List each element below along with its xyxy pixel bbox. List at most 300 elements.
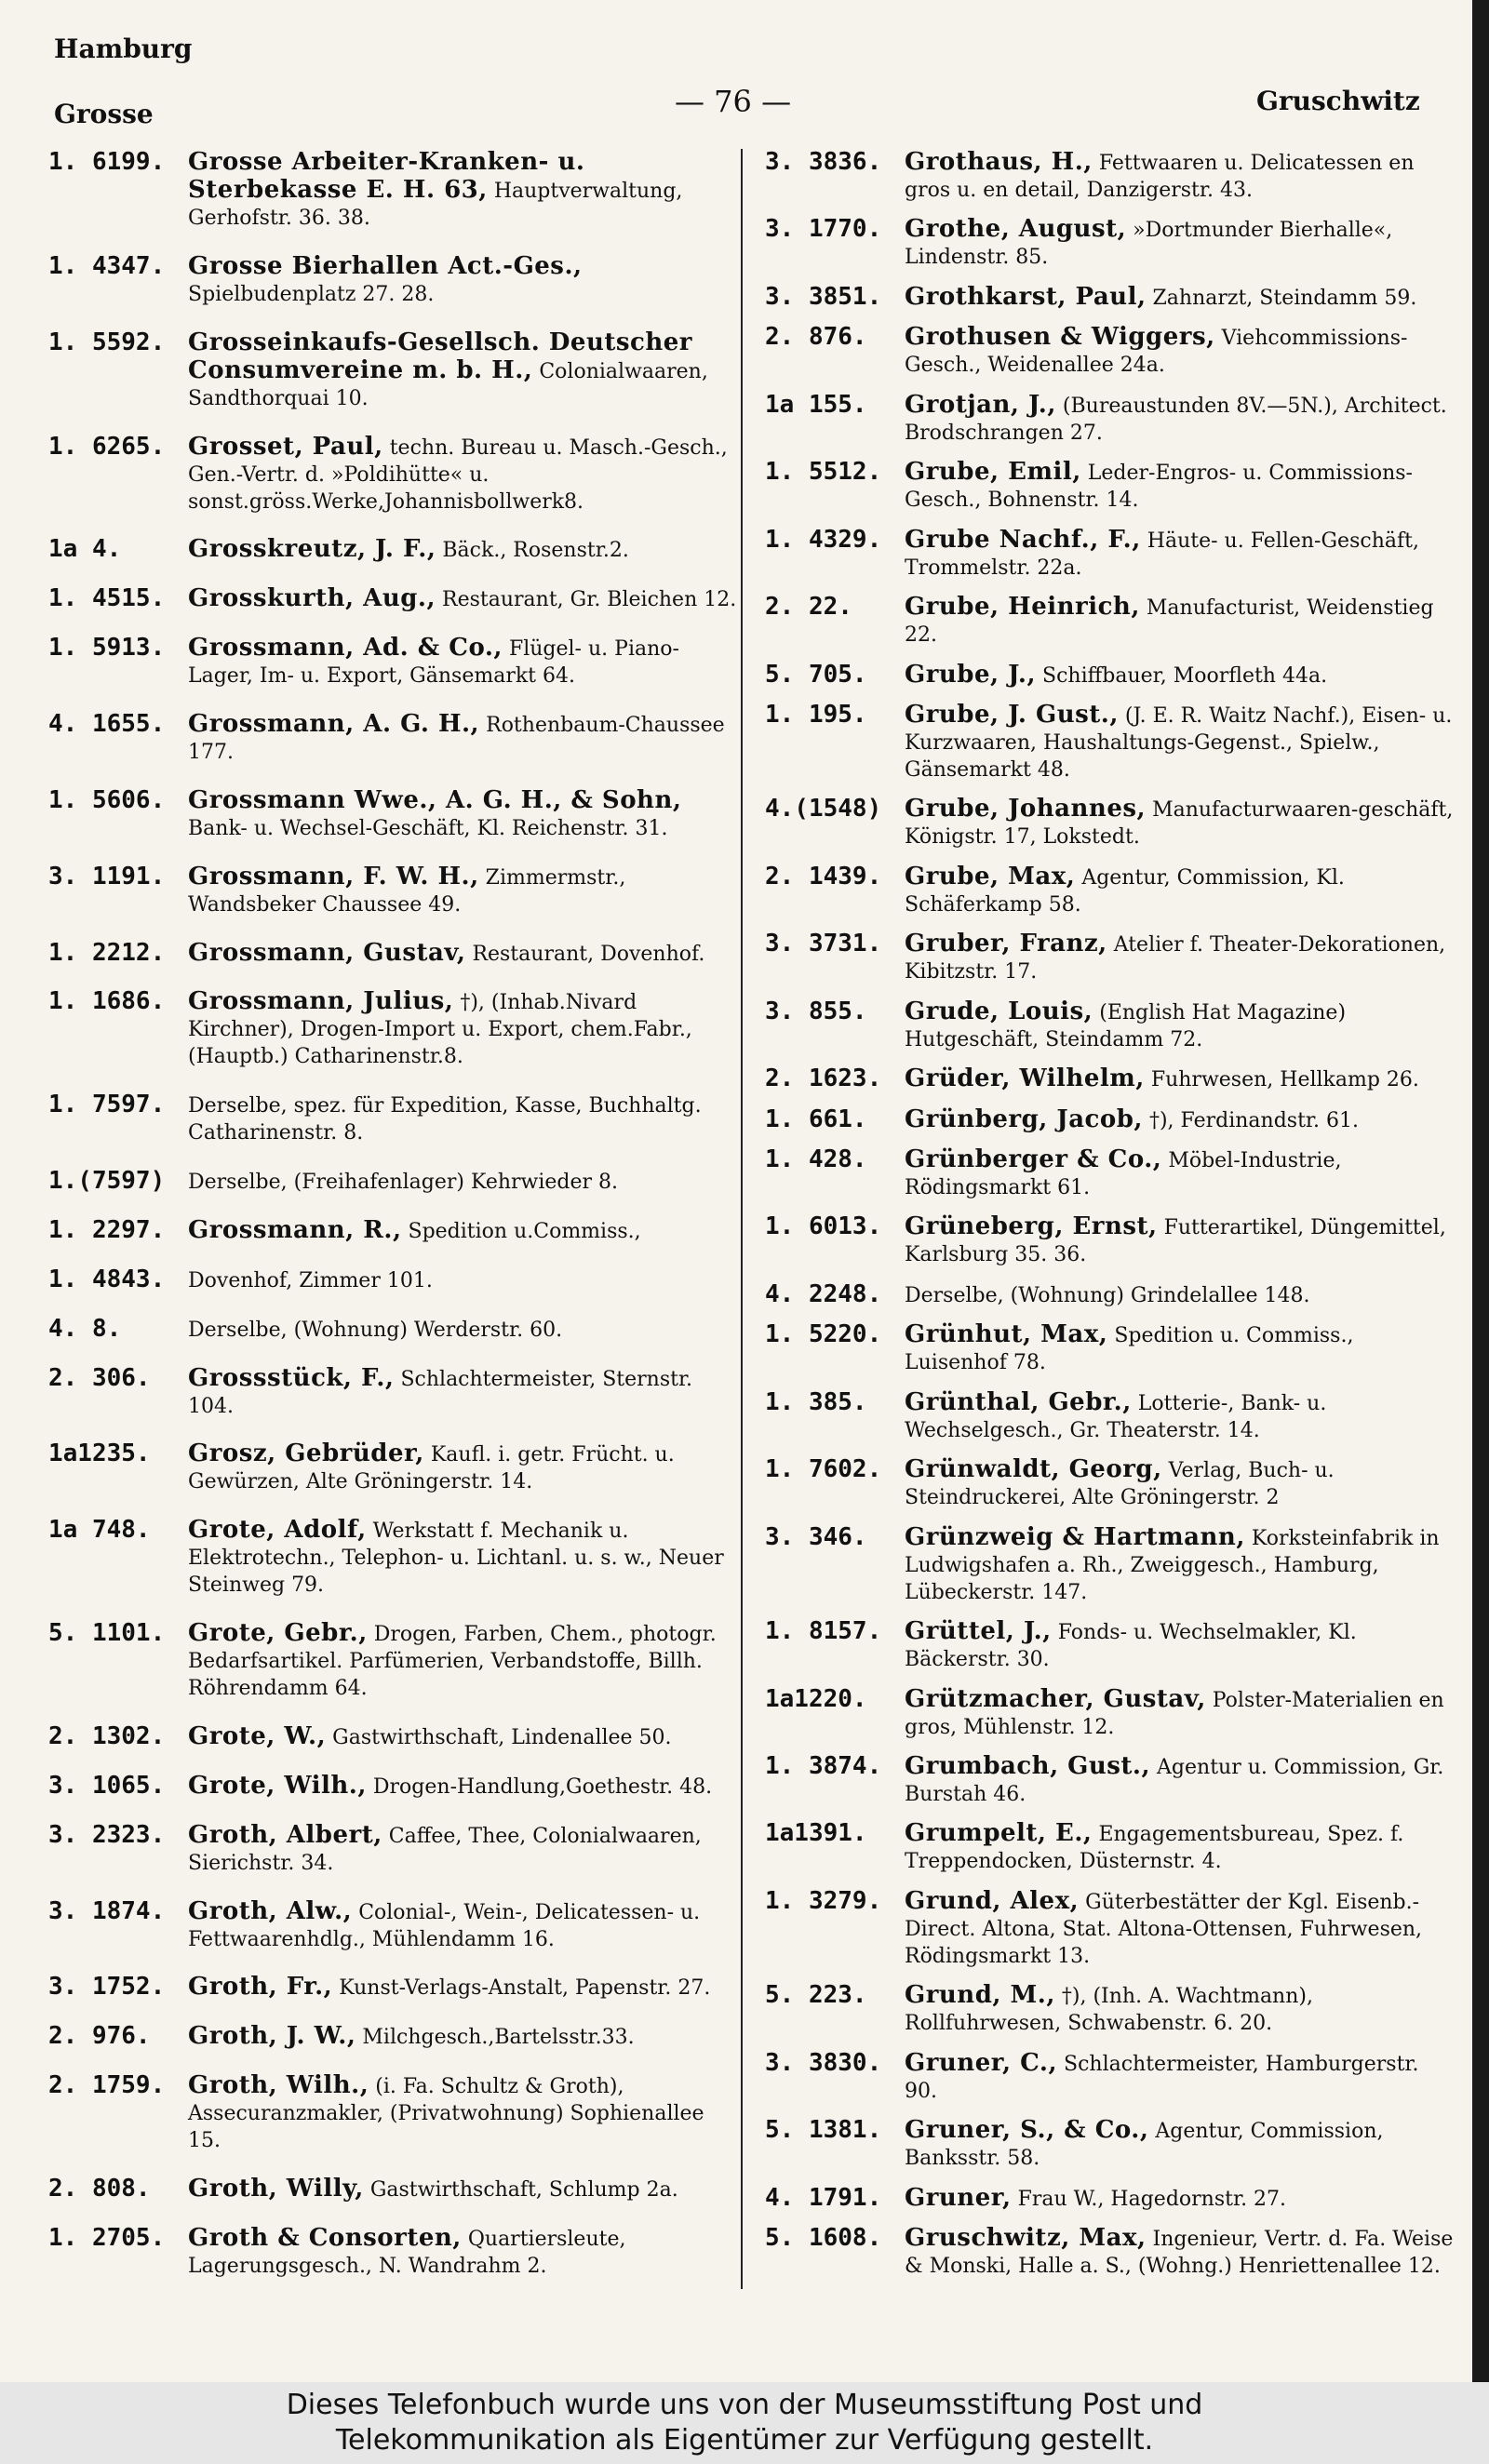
entry-details: Agentur u. Commission, Gr. Burstah 46. — [905, 1755, 1444, 1806]
entry-text — [905, 1281, 1454, 1309]
entry-name: Grote, Adolf, — [188, 1516, 367, 1545]
entry-details: Leder-Engros- u. Commissions-Gesch., Bohnenstr. 14. — [905, 462, 1413, 513]
entry-details: Engagementsbureau, Spez. f. Treppendocken, Düsternstr. 4. — [905, 1823, 1404, 1874]
phone-number: 1a 748. — [48, 1516, 151, 1545]
phone-number: 1. 5592. — [48, 328, 166, 356]
entry-name: Grube, Emil, — [905, 458, 1081, 487]
entry-name: Grünthal, Gebr., — [905, 1387, 1132, 1416]
directory-entry — [765, 864, 1454, 918]
entry-details: Colonial-, Wein-, Delicatessen- u. Fettwaarenhdlg., Mühlendamm 16. — [188, 1900, 701, 1951]
phone-number: 1. 1686. — [48, 987, 166, 1016]
directory-entry — [48, 329, 737, 412]
entry-details: Derselbe, (Wohnung) Werderstr. 60. — [188, 1318, 563, 1342]
phone-number: 2. 1302. — [48, 1722, 166, 1751]
entry-details: Polster-Materialien en gros, Mühlenstr. 12. — [905, 1688, 1444, 1739]
directory-entry — [765, 1321, 1454, 1376]
entry-name: Grossmann, R., — [188, 1216, 402, 1245]
phone-number: 1. 2297. — [48, 1216, 166, 1245]
directory-entry — [48, 1620, 737, 1702]
directory-entry — [765, 1524, 1454, 1606]
entry-name: Grosz, Gebrüder, — [188, 1440, 424, 1468]
directory-entry — [48, 1168, 737, 1196]
directory-entry — [765, 702, 1454, 783]
entry-text — [188, 787, 737, 842]
entry-details: Derselbe, spez. für Expedition, Kasse, Buchhaltg. Catharinenstr. 8. — [188, 1094, 702, 1145]
phone-number: 3. 1874. — [48, 1896, 166, 1925]
entry-text — [905, 998, 1454, 1053]
directory-entry — [48, 2225, 737, 2280]
directory-entry — [48, 1440, 737, 1495]
phone-number: 2. 1439. — [765, 862, 882, 891]
phone-number: 1. 8157. — [765, 1617, 882, 1646]
directory-entry — [765, 1888, 1454, 1970]
phone-number: 1. 6199. — [48, 148, 166, 176]
entry-details: Viehcommissions-Gesch., Weidenallee 24a. — [905, 327, 1408, 378]
directory-entry — [765, 216, 1454, 271]
entry-name: Grünzweig & Hartmann, — [905, 1522, 1245, 1551]
entry-details: Möbel-Industrie, Rödingsmarkt 61. — [905, 1149, 1342, 1199]
entry-details: Derselbe, (Wohnung) Grindelallee 148. — [905, 1283, 1310, 1307]
entry-text — [188, 1266, 737, 1294]
phone-number: 1. 5913. — [48, 634, 166, 663]
entry-text — [188, 988, 737, 1070]
entry-text — [905, 796, 1454, 850]
entry-details: Frau W., Hagedornstr. 27. — [1017, 2187, 1287, 2211]
entry-details: Drogen, Farben, Chem., photogr. Bedarfsartikel. Parfümerien, Verbandstoffe, Billh. Röhrendamm 64. — [188, 1623, 717, 1701]
entry-details: techn. Bureau u. Masch.-Gesch., Gen.-Vertr. d. »Poldihütte« u. sonst.gröss.Werke,Johannisbollwerk8. — [188, 435, 728, 514]
footer-line-1: Dieses Telefonbuch wurde uns von der Museumsstiftung Post und — [286, 2389, 1203, 2421]
phone-number: 4. 1655. — [48, 710, 166, 739]
footer-line-2: Telekommunikation als Eigentümer zur Verfügung gestellt. — [335, 2424, 1154, 2457]
entry-name: Grünhut, Max, — [905, 1320, 1108, 1349]
directory-entry — [765, 796, 1454, 850]
phone-number: 3. 1191. — [48, 862, 166, 891]
phone-number: 3. 3836. — [765, 148, 882, 176]
phone-number: 1. 4329. — [765, 525, 882, 554]
directory-entry — [48, 2023, 737, 2051]
directory-entry — [765, 1281, 1454, 1309]
entry-details: Drogen-Handlung,Goethestr. 48. — [372, 1774, 713, 1799]
entry-details: Lotterie-, Bank- u. Wechselgesch., Gr. Theaterstr. 14. — [905, 1391, 1327, 1442]
entry-text — [188, 635, 737, 690]
entry-details: Bäck., Rosenstr.2. — [442, 539, 629, 563]
entry-text — [905, 392, 1454, 447]
entry-name: Grünwaldt, Georg, — [905, 1455, 1162, 1484]
entry-text — [188, 1773, 737, 1801]
entry-details: Schlachtermeister, Hamburgerstr. 90. — [905, 2052, 1419, 2103]
directory-entry — [765, 998, 1454, 1053]
entry-name: Groth & Consorten, — [188, 2223, 462, 2252]
entry-name: Grote, Gebr., — [188, 1619, 368, 1648]
entry-text — [188, 2225, 737, 2280]
entry-text — [188, 585, 737, 613]
entry-details: (J. E. R. Waitz Nachf.), Eisen- u. Kurzwaaren, Haushaltungs-Gegenst., Spielw., Gänsemarkt 48. — [905, 703, 1453, 782]
entry-name: Groth, Wilh., — [188, 2071, 369, 2100]
entry-details: Colonialwaaren, Sandthorquai 10. — [188, 359, 708, 410]
entry-details: †), (Inhab.Nivard Kirchner), Drogen-Import u. Export, chem.Fabr.,(Hauptb.) Catharinenstr.8. — [188, 991, 692, 1069]
entry-name: Grosskreutz, J. F., — [188, 535, 436, 564]
entry-name: Grube Nachf., F., — [905, 525, 1141, 554]
entry-details: Fuhrwesen, Hellkamp 26. — [1150, 1068, 1419, 1092]
page-edge — [1472, 0, 1489, 2382]
entry-name: Grotjan, J., — [905, 390, 1056, 419]
entry-text — [188, 1217, 737, 1245]
entry-text — [905, 702, 1454, 783]
directory-entry — [48, 1316, 737, 1344]
entry-details: Quartiersleute, Lagerungsgesch., N. Wandrahm 2. — [188, 2227, 626, 2278]
entry-details: Spedition u. Commiss., Luisenhof 78. — [905, 1324, 1354, 1375]
directory-entry — [48, 149, 737, 232]
header-city: Hamburg — [54, 33, 193, 64]
entry-details: Fonds- u. Wechselmakler, Kl. Bäckerstr. 30. — [905, 1621, 1357, 1672]
phone-number: 5. 1381. — [765, 2116, 882, 2145]
entry-text — [905, 2225, 1454, 2280]
entry-text — [905, 459, 1454, 514]
phone-number: 5. 705. — [765, 660, 867, 689]
entry-details: Gastwirthschaft, Schlump 2a. — [369, 2178, 678, 2203]
entry-name: Groth, Fr., — [188, 1973, 333, 2002]
entry-text — [188, 711, 737, 766]
entry-name: Groth, Alw., — [188, 1896, 353, 1925]
entry-text — [188, 864, 737, 918]
entry-name: Grothaus, H., — [905, 148, 1093, 176]
directory-entry — [48, 1091, 737, 1146]
directory-entry — [48, 1217, 737, 1245]
entry-name: Grosskurth, Aug., — [188, 584, 436, 613]
phone-number: 4. 1791. — [765, 2183, 882, 2212]
directory-entry — [48, 2176, 737, 2203]
directory-entry — [765, 1618, 1454, 1673]
entry-text — [905, 284, 1454, 312]
entry-name: Grothusen & Wiggers, — [905, 323, 1215, 352]
entry-name: Grube, J., — [905, 660, 1037, 689]
entry-name: Grossmann, Gustav, — [188, 938, 466, 967]
phone-number: 3. 1065. — [48, 1771, 166, 1800]
entry-text — [905, 1618, 1454, 1673]
phone-number: 1. 7602. — [765, 1455, 882, 1484]
entry-text — [905, 931, 1454, 985]
directory-entry — [48, 536, 737, 564]
directory-entry — [48, 585, 737, 613]
entry-name: Gruner, — [905, 2183, 1012, 2212]
phone-number: 1. 195. — [765, 700, 867, 729]
entry-text — [905, 864, 1454, 918]
entry-name: Grube, Johannes, — [905, 795, 1147, 824]
directory-entry — [765, 1146, 1454, 1201]
directory-entry — [48, 1898, 737, 1953]
entry-text — [188, 536, 737, 564]
phone-number: 1a 155. — [765, 390, 867, 419]
entry-name: Grote, Wilh., — [188, 1771, 367, 1800]
entry-text — [188, 1898, 737, 1953]
entry-details: Spedition u.Commiss., — [408, 1220, 641, 1244]
entry-details: Restaurant, Dovenhof. — [472, 942, 705, 966]
directory-entry — [765, 149, 1454, 204]
entry-details: Milchgesch.,Bartelsstr.33. — [362, 2026, 635, 2050]
entry-name: Gruner, S., & Co., — [905, 2116, 1149, 2145]
left-column — [48, 149, 737, 2280]
directory-entry — [765, 1213, 1454, 1268]
directory-entry — [765, 2117, 1454, 2172]
entry-name: Grude, Louis, — [905, 997, 1093, 1025]
entry-details: Fettwaaren u. Delicatessen en gros u. en detail, Danzigerstr. 43. — [905, 152, 1415, 202]
entry-name: Grüder, Wilhelm, — [905, 1065, 1145, 1093]
entry-details: Zimmermstr., Wandsbeker Chaussee 49. — [188, 865, 626, 917]
entry-details: Bank- u. Wechsel-Geschäft, Kl. Reichenstr. 31. — [188, 816, 668, 840]
phone-number: 1. 428. — [765, 1145, 867, 1173]
phone-number: 1a1235. — [48, 1440, 151, 1468]
phone-number: 1. 2705. — [48, 2223, 166, 2252]
phone-number: 1. 6265. — [48, 432, 166, 461]
entry-details: »Dortmunder Bierhalle«, Lindenstr. 85. — [905, 219, 1393, 270]
entry-details: Dovenhof, Zimmer 101. — [188, 1268, 433, 1292]
entry-text — [905, 1686, 1454, 1741]
entry-name: Grothe, August, — [905, 215, 1127, 244]
directory-entry — [48, 1822, 737, 1877]
entry-details: Ingenieur, Vertr. d. Fa. Weise & Monski, Halle a. S., (Wohng.) Henriettenallee 12. — [905, 2228, 1454, 2278]
entry-name: Grund, M., — [905, 1981, 1055, 2010]
entry-text — [188, 2023, 737, 2051]
directory-entry — [48, 434, 737, 516]
directory-entry — [48, 864, 737, 918]
entry-details: Caffee, Thee, Colonialwaaren, Sierichstr. 34. — [188, 1824, 702, 1875]
phone-number: 2. 1623. — [765, 1065, 882, 1093]
phone-number: 1. 2212. — [48, 938, 166, 967]
entry-details: Zahnarzt, Steindamm 59. — [1152, 286, 1417, 310]
entry-text — [905, 662, 1454, 690]
entry-text — [905, 1321, 1454, 1376]
entry-text — [905, 1389, 1454, 1444]
entry-name: Gruschwitz, Max, — [905, 2224, 1147, 2252]
entry-text — [905, 594, 1454, 649]
entry-text — [188, 1723, 737, 1751]
entry-name: Grumpelt, E., — [905, 1819, 1093, 1848]
entry-text — [188, 1517, 737, 1599]
phone-number: 3. 3830. — [765, 2048, 882, 2077]
phone-number: 1.(7597) — [48, 1167, 166, 1196]
phone-number: 4.(1548) — [765, 795, 882, 824]
entry-details: Agentur, Commission, Banksstr. 58. — [905, 2120, 1384, 2171]
entry-details: Agentur, Commission, Kl. Schäferkamp 58. — [905, 865, 1345, 917]
header-to-word: Gruschwitz — [1256, 86, 1420, 116]
entry-details: Futterartikel, Düngemittel, Karlsburg 35. 36. — [905, 1216, 1446, 1267]
entry-name: Grube, Max, — [905, 862, 1076, 891]
entry-details: Korksteinfabrik in Ludwigshafen a. Rh., Zweiggesch., Hamburg, Lübeckerstr. 147. — [905, 1526, 1440, 1604]
directory-entry — [765, 2225, 1454, 2280]
phone-number: 3. 346. — [765, 1522, 867, 1551]
entry-details: Werkstatt f. Mechanik u. Elektrotechn., Telephon- u. Lichtanl. u. s. w., Neuer Steinweg 79. — [188, 1520, 724, 1598]
entry-name: Grüttel, J., — [905, 1617, 1052, 1646]
phone-number: 1a 4. — [48, 535, 122, 564]
entry-name: Grossstück, F., — [188, 1363, 395, 1392]
directory-entry — [48, 787, 737, 842]
directory-entry — [765, 1065, 1454, 1093]
entry-details: Derselbe, (Freihafenlager) Kehrwieder 8. — [188, 1171, 619, 1195]
entry-text — [188, 1440, 737, 1495]
phone-number: 4. 2248. — [765, 1279, 882, 1308]
entry-details: Verlag, Buch- u. Steindruckerei, Alte Gröningerstr. 2 — [905, 1459, 1335, 1510]
entry-name: Grossmann, F. W. H., — [188, 862, 479, 891]
entry-details: Hauptverwaltung, Gerhofstr. 36. 38. — [188, 180, 683, 230]
entry-details: Güterbestätter der Kgl. Eisenb.-Direct. Altona, Stat. Altona-Ottensen, Fuhrwesen, Rödingsmarkt 13. — [905, 1890, 1423, 1968]
entry-details: (Bureaustunden 8V.—5N.), Architect. Brodschrangen 27. — [905, 394, 1447, 445]
entry-text — [188, 940, 737, 968]
directory-entry — [765, 931, 1454, 985]
entry-name: Grosset, Paul, — [188, 432, 383, 461]
entry-name: Grossmann, A. G. H., — [188, 710, 480, 739]
directory-entry — [48, 635, 737, 690]
phone-number: 3. 855. — [765, 997, 867, 1025]
entry-text — [905, 1982, 1454, 2037]
entry-name: Gruner, C., — [905, 2048, 1058, 2077]
entry-name: Grossmann, Ad. & Co., — [188, 634, 503, 663]
entry-details: Flügel- u. Piano-Lager, Im- u. Export, Gänsemarkt 64. — [188, 637, 679, 689]
entry-name: Grote, W., — [188, 1722, 327, 1751]
directory-entry — [765, 1106, 1454, 1134]
attribution-footer — [0, 2382, 1489, 2464]
directory-entry — [48, 711, 737, 766]
entry-text — [188, 1974, 737, 2002]
phone-number: 5. 223. — [765, 1981, 867, 2010]
entry-name: Groth, Albert, — [188, 1820, 382, 1849]
entry-details: Atelier f. Theater-Dekorationen, Kibitzstr. 17. — [905, 933, 1446, 984]
directory-entry — [765, 662, 1454, 690]
entry-text — [188, 1168, 737, 1196]
entry-name: Grosseinkaufs-Gesellsch. Deutscher Consumvereine m. b. H., — [188, 328, 692, 384]
entry-text — [188, 1620, 737, 1702]
directory-entry — [765, 2050, 1454, 2105]
entry-name: Grube, Heinrich, — [905, 593, 1140, 622]
entry-text — [188, 1316, 737, 1344]
directory-entry — [765, 1753, 1454, 1808]
entry-text — [188, 149, 737, 232]
entry-text — [905, 1456, 1454, 1511]
directory-entry — [765, 392, 1454, 447]
phone-number: 5. 1101. — [48, 1619, 166, 1648]
directory-entry — [48, 1365, 737, 1420]
phone-number: 3. 3851. — [765, 282, 882, 311]
phone-number: 1a1391. — [765, 1819, 867, 1848]
entry-text — [905, 1106, 1454, 1134]
entry-text — [905, 2050, 1454, 2105]
entry-text — [188, 1091, 737, 1146]
phone-number: 2. 976. — [48, 2022, 151, 2051]
directory-entry — [48, 253, 737, 308]
phone-number: 3. 1752. — [48, 1973, 166, 2002]
phone-number: 1. 4843. — [48, 1265, 166, 1293]
phone-number: 1. 3279. — [765, 1886, 882, 1915]
entry-details: Spielbudenplatz 27. 28. — [188, 282, 435, 306]
entry-name: Grünberg, Jacob, — [905, 1105, 1143, 1133]
entry-details: Kaufl. i. getr. Frücht. u. Gewürzen, Alte Gröningerstr. 14. — [188, 1443, 675, 1494]
entry-details: Häute- u. Fellen-Geschäft, Trommelstr. 22a. — [905, 529, 1419, 580]
directory-entry — [48, 1773, 737, 1801]
directory-entry — [765, 1982, 1454, 2037]
entry-details: Rothenbaum-Chaussee 177. — [188, 714, 725, 765]
entry-text — [905, 2117, 1454, 2172]
directory-entry — [48, 1517, 737, 1599]
entry-text — [905, 1753, 1454, 1808]
directory-entry — [765, 1456, 1454, 1511]
phone-number: 1. 4347. — [48, 251, 166, 280]
entry-text — [905, 1888, 1454, 1970]
entry-text — [188, 329, 737, 412]
phone-number: 4. 8. — [48, 1314, 122, 1343]
entry-details: †), (Inh. A. Wachtmann), Rollfuhrwesen, Schwabenstr. 6. 20. — [905, 1985, 1313, 2036]
phone-number: 1a1220. — [765, 1684, 867, 1713]
directory-entry — [765, 1389, 1454, 1444]
directory-entry — [765, 459, 1454, 514]
entry-name: Grumbach, Gust., — [905, 1751, 1151, 1780]
entry-text — [905, 1065, 1454, 1093]
phone-number: 1. 661. — [765, 1105, 867, 1133]
phone-number: 2. 876. — [765, 323, 867, 352]
entry-details: Kunst-Verlags-Anstalt, Papenstr. 27. — [339, 1976, 711, 2001]
directory-entry — [765, 284, 1454, 312]
entry-details: Gastwirthschaft, Lindenallee 50. — [332, 1726, 672, 1750]
entry-name: Grothkarst, Paul, — [905, 282, 1147, 311]
phone-number: 1. 5220. — [765, 1320, 882, 1349]
directory-entry — [48, 988, 737, 1070]
directory-entry — [765, 2185, 1454, 2213]
entry-details: (i. Fa. Schultz & Groth), Assecuranzmakler, (Privatwohnung) Sophienallee 15. — [188, 2075, 704, 2153]
entry-details: Restaurant, Gr. Bleichen 12. — [442, 588, 737, 612]
phone-number: 3. 2323. — [48, 1820, 166, 1849]
entry-details: †), Ferdinandstr. 61. — [1148, 1108, 1359, 1132]
entry-text — [905, 1146, 1454, 1201]
entry-text — [188, 253, 737, 308]
phone-number: 1. 7597. — [48, 1091, 166, 1119]
column-divider — [741, 149, 743, 2289]
directory-entry — [48, 2072, 737, 2154]
entry-text — [905, 149, 1454, 204]
entry-name: Grund, Alex, — [905, 1886, 1080, 1915]
entry-name: Grünberger & Co., — [905, 1145, 1162, 1173]
directory-entry — [48, 1266, 737, 1294]
entry-text — [188, 1365, 737, 1420]
phone-number: 1. 4515. — [48, 584, 166, 613]
entry-name: Grube, J. Gust., — [905, 700, 1119, 729]
directory-entry — [765, 324, 1454, 379]
directory-entry — [765, 1686, 1454, 1741]
entry-text — [905, 1820, 1454, 1875]
entry-name: Grüneberg, Ernst, — [905, 1212, 1158, 1241]
entry-details: (English Hat Magazine) Hutgeschäft, Steindamm 72. — [905, 1000, 1347, 1051]
directory-entry — [48, 1974, 737, 2002]
entry-name: Groth, J. W., — [188, 2022, 356, 2051]
entry-details: Manufacturwaaren-geschäft, Königstr. 17, Lokstedt. — [905, 798, 1454, 850]
entry-name: Grosse Bierhallen Act.-Ges., — [188, 251, 583, 280]
page-number: — 76 — — [675, 84, 792, 119]
phone-number: 3. 3731. — [765, 930, 882, 958]
entry-text — [188, 434, 737, 516]
phone-number: 2. 22. — [765, 593, 852, 622]
phone-number: 3. 1770. — [765, 215, 882, 244]
entry-text — [188, 2072, 737, 2154]
entry-text — [188, 2176, 737, 2203]
phone-number: 1. 6013. — [765, 1212, 882, 1241]
phone-number: 2. 1759. — [48, 2071, 166, 2100]
entry-name: Grossmann Wwe., A. G. H., & Sohn, — [188, 785, 682, 814]
entry-text — [905, 216, 1454, 271]
entry-name: Grosse Arbeiter-Kranken- u. Sterbekasse E. H. 63, — [188, 148, 585, 204]
directory-entry — [48, 1723, 737, 1751]
phone-number: 1. 3874. — [765, 1751, 882, 1780]
entry-text — [905, 324, 1454, 379]
entry-text — [905, 2185, 1454, 2213]
phone-number: 1. 385. — [765, 1387, 867, 1416]
directory-entry — [765, 1820, 1454, 1875]
